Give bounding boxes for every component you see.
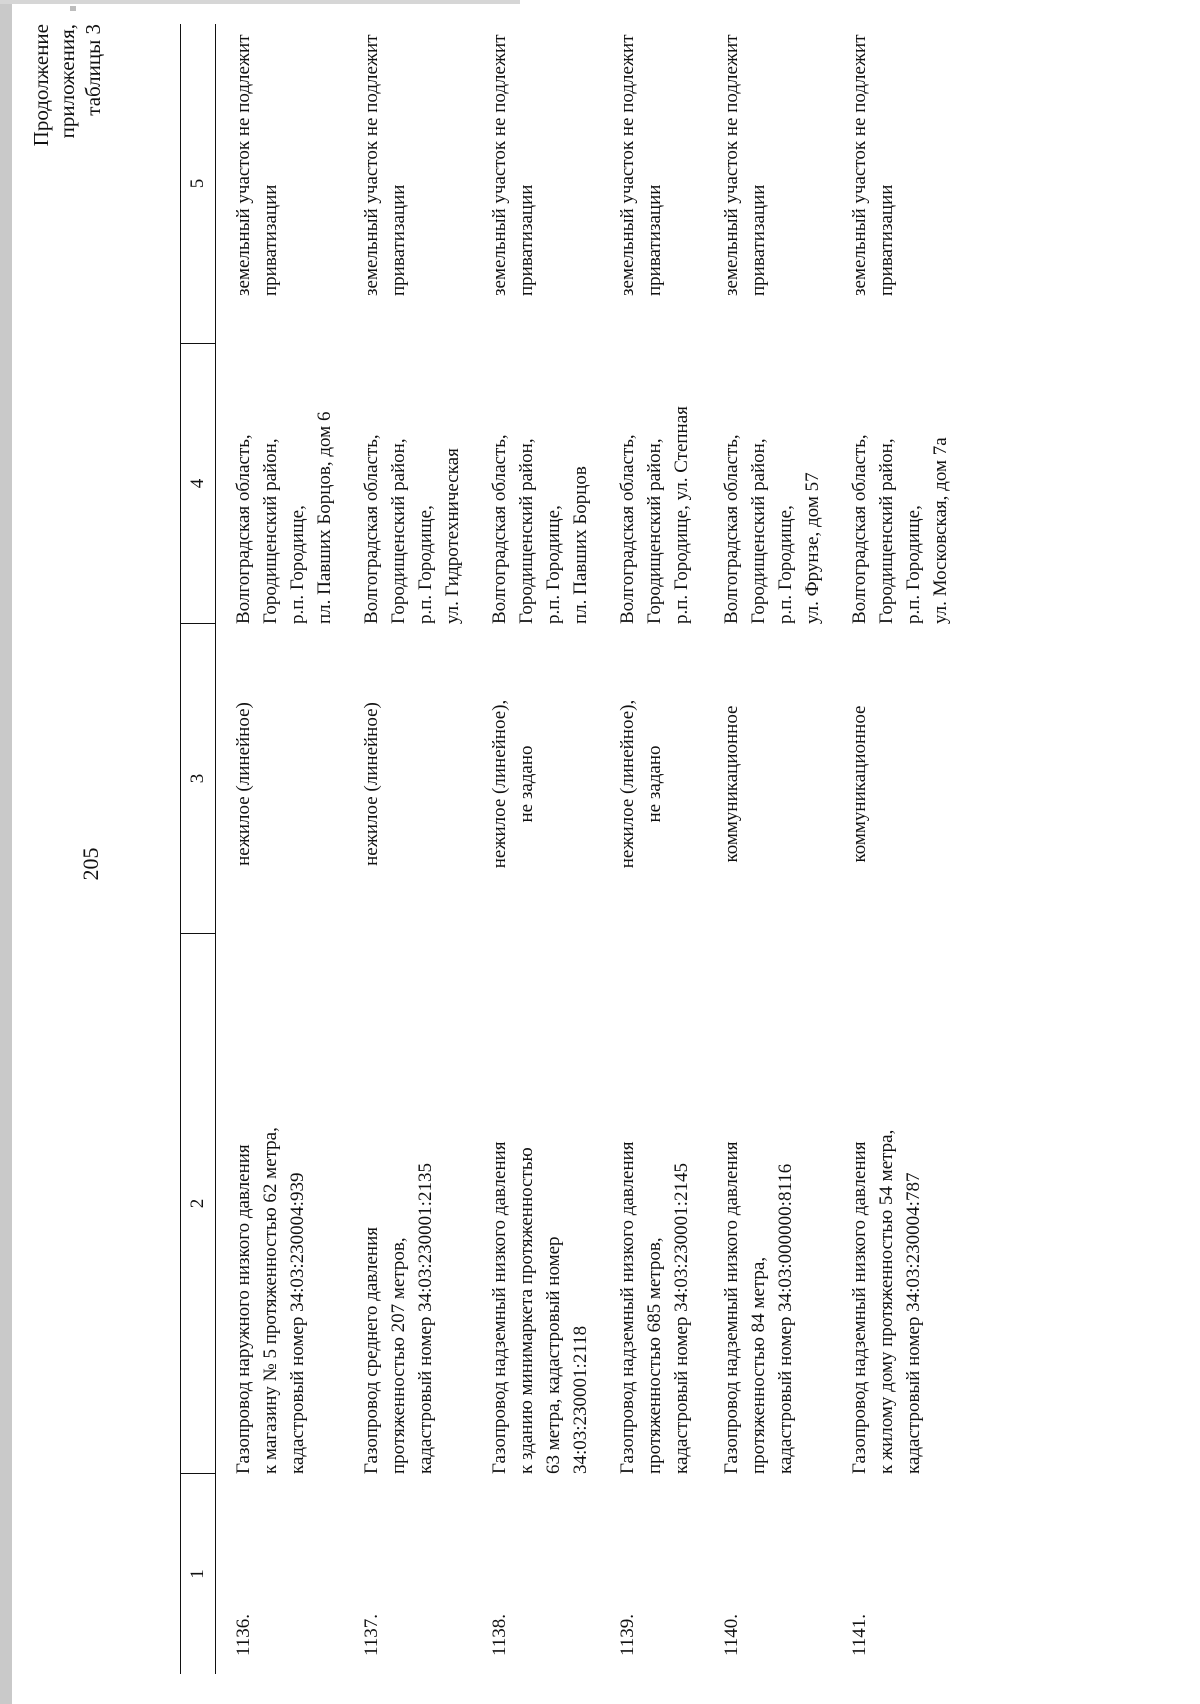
object-name-line: 63 метра, кадастровый номер xyxy=(543,1236,564,1474)
privatization-note xyxy=(846,34,900,344)
object-type xyxy=(614,634,668,934)
object-name xyxy=(230,934,311,1474)
object-name xyxy=(358,934,439,1474)
object-type-line: нежилое (линейное) xyxy=(233,702,254,866)
privatization-note xyxy=(486,34,540,344)
object-address-line: Волгоградская область, xyxy=(617,434,638,624)
object-name-line: кадастровый номер 34:03:230001:2145 xyxy=(671,1163,692,1474)
privatization-note-line: земельный участок не подлежит xyxy=(361,34,382,296)
privatization-note-line: приватизации xyxy=(388,184,409,296)
object-name-line: к магазину № 5 протяженностью 62 метра, xyxy=(260,1127,281,1474)
privatization-note-line: земельный участок не подлежит xyxy=(489,34,510,296)
object-name-line: кадастровый номер 34:03:230001:2135 xyxy=(415,1163,436,1474)
object-name-line: протяженностью 685 метров, xyxy=(644,1237,665,1474)
object-name-line: кадастровый номер 34:03:000000:8116 xyxy=(775,1163,796,1474)
object-address-line: р.п. Городище, xyxy=(775,505,796,624)
object-name-line: Газопровод надземный низкого давления xyxy=(721,1141,742,1474)
continuation-line-1: Продолжение приложения, xyxy=(29,24,79,147)
object-type-line: нежилое (линейное) xyxy=(361,702,382,866)
privatization-note-line: приватизации xyxy=(516,184,537,296)
privatization-note-line: приватизации xyxy=(748,184,769,296)
header-col-2: 2 xyxy=(181,934,215,1474)
header-col-1: 1 xyxy=(187,1569,208,1579)
table-body xyxy=(216,24,960,1674)
privatization-note-line: приватизации xyxy=(644,184,665,296)
privatization-note-line: земельный участок не подлежит xyxy=(721,34,742,296)
table-row xyxy=(216,24,344,1674)
object-address-line: ул. Гидротехническая xyxy=(442,448,463,624)
object-address-line: р.п. Городище, ул. Степная xyxy=(671,406,692,624)
object-type xyxy=(358,634,385,934)
object-address-line: Волгоградская область, xyxy=(361,434,382,624)
object-address-line: р.п. Городище, xyxy=(287,505,308,624)
table-header xyxy=(180,24,216,1674)
object-name-line: 34:03:230001:2118 xyxy=(570,1325,591,1474)
object-address-line: Городищенский район, xyxy=(748,438,769,624)
object-name xyxy=(486,934,594,1474)
row-number: 1137. xyxy=(361,1613,382,1656)
object-address-line: пл. Павших Борцов, дом 6 xyxy=(314,411,335,624)
object-type xyxy=(230,634,257,934)
object-name-line: Газопровод наружного низкого давления xyxy=(233,1144,254,1474)
object-address-line: Городищенский район, xyxy=(388,438,409,624)
object-type xyxy=(718,634,745,934)
object-name-line: к зданию минимаркета протяженностью xyxy=(516,1147,537,1474)
privatization-note xyxy=(614,34,668,344)
table-row xyxy=(600,24,704,1674)
object-type-line: нежилое (линейное), xyxy=(489,699,510,869)
table-row xyxy=(472,24,600,1674)
row-number: 1136. xyxy=(233,1613,254,1656)
header-col-5: 5 xyxy=(181,24,215,344)
privatization-note xyxy=(230,34,284,344)
object-address-line: ул. Фрунзе, дом 57 xyxy=(802,472,823,624)
object-address-line: Волгоградская область, xyxy=(233,434,254,624)
privatization-note xyxy=(358,34,412,344)
privatization-note-line: земельный участок не подлежит xyxy=(617,34,638,296)
privatization-note-line: земельный участок не подлежит xyxy=(849,34,870,296)
object-name-line: кадастровый номер 34:03:230004:787 xyxy=(903,1172,924,1474)
object-address-line: Городищенский район, xyxy=(644,438,665,624)
privatization-note-line: приватизации xyxy=(876,184,897,296)
privatization-note xyxy=(718,34,772,344)
table-row xyxy=(832,24,960,1674)
object-address-line: р.п. Городище, xyxy=(415,505,436,624)
property-table xyxy=(180,24,960,1674)
object-name-line: кадастровый номер 34:03:230004:939 xyxy=(287,1172,308,1474)
table-row xyxy=(704,24,832,1674)
object-name xyxy=(846,934,927,1474)
privatization-note-line: земельный участок не подлежит xyxy=(233,34,254,296)
object-type-line: не задано xyxy=(516,745,537,823)
row-number: 1141. xyxy=(849,1613,870,1656)
object-address-line: р.п. Городище, xyxy=(903,505,924,624)
continuation-line-2: таблицы 3 xyxy=(81,24,105,116)
object-address-line: Волгоградская область, xyxy=(849,434,870,624)
object-type-line: коммуникационное xyxy=(849,705,870,863)
row-number: 1139. xyxy=(617,1613,638,1656)
object-name-line: Газопровод надземный низкого давления xyxy=(489,1141,510,1474)
object-name-line: Газопровод надземный низкого давления xyxy=(849,1141,870,1474)
object-name xyxy=(718,934,799,1474)
object-name-line: к жилому дому протяженностью 54 метра, xyxy=(876,1129,897,1474)
object-name xyxy=(614,934,695,1474)
header-col-3: 3 xyxy=(181,624,215,934)
page-number: 205 xyxy=(78,847,103,881)
row-number: 1140. xyxy=(721,1613,742,1656)
object-address-line: Городищенский район, xyxy=(876,438,897,624)
row-number: 1138. xyxy=(489,1613,510,1656)
table-row xyxy=(344,24,472,1674)
object-type-line: коммуникационное xyxy=(721,705,742,863)
object-address-line: Волгоградская область, xyxy=(721,434,742,624)
object-address-line: Городищенский район, xyxy=(516,438,537,624)
object-name-line: протяженностью 207 метров, xyxy=(388,1237,409,1474)
object-name-line: Газопровод надземный низкого давления xyxy=(617,1141,638,1474)
object-name-line: протяженностью 84 метра, xyxy=(748,1256,769,1474)
continuation-note xyxy=(28,24,106,264)
object-address-line: Городищенский район, xyxy=(260,438,281,624)
header-col-4: 4 xyxy=(181,344,215,624)
object-type xyxy=(846,634,873,934)
object-address-line: ул. Московская, дом 7а xyxy=(930,437,951,624)
privatization-note-line: приватизации xyxy=(260,184,281,296)
object-address-line: пл. Павших Борцов xyxy=(570,466,591,624)
object-type-line: нежилое (линейное), xyxy=(617,699,638,869)
object-address-line: р.п. Городище, xyxy=(543,505,564,624)
object-name-line: Газопровод среднего давления xyxy=(361,1227,382,1474)
object-type xyxy=(486,634,540,934)
object-type-line: не задано xyxy=(644,745,665,823)
object-address-line: Волгоградская область, xyxy=(489,434,510,624)
